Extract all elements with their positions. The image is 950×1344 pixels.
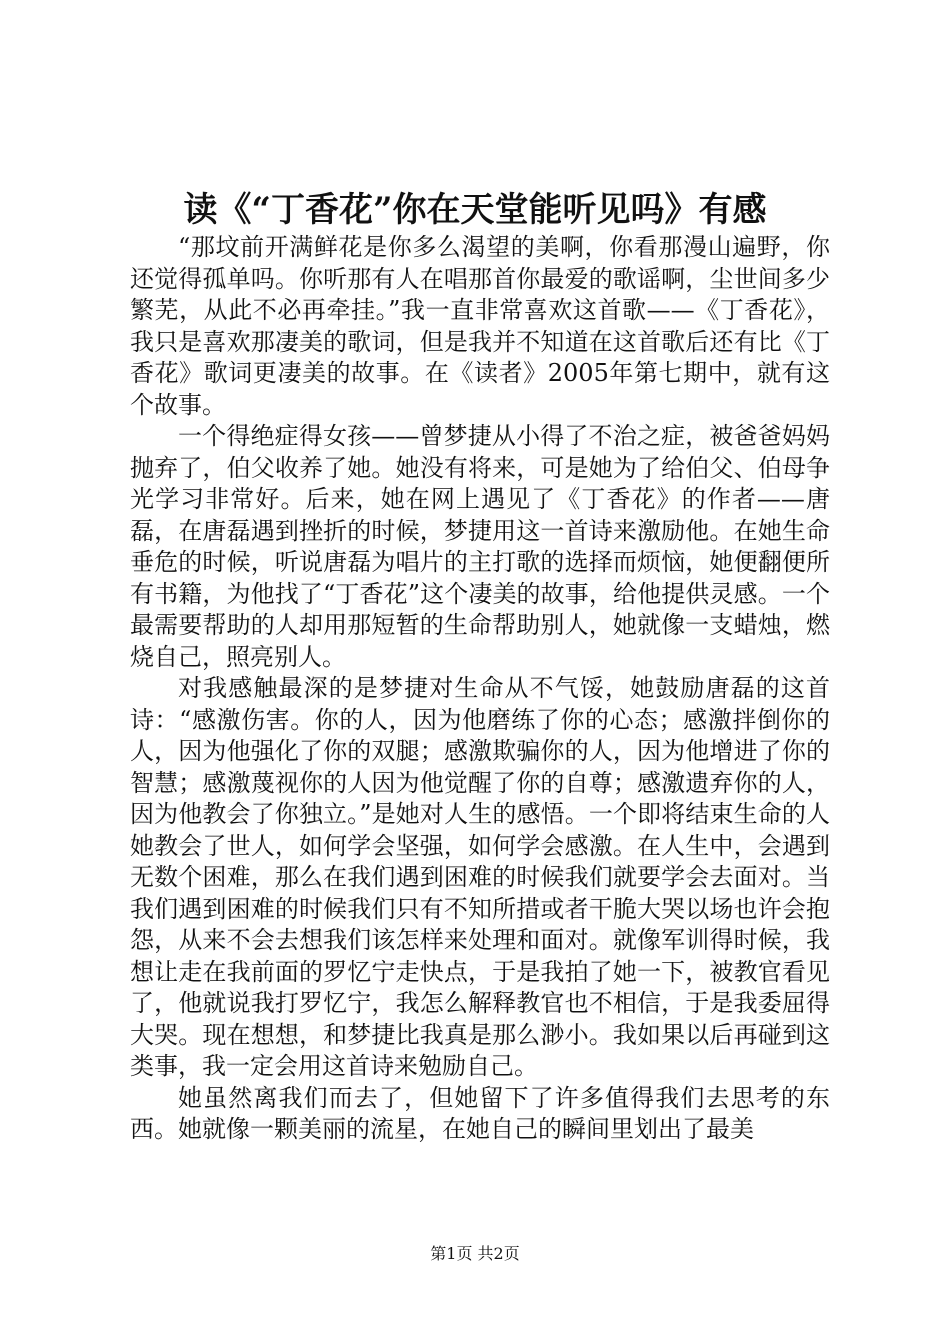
paragraph-1: “那坟前开满鲜花是你多么渴望的美啊，你看那漫山遍野，你还觉得孤单吗。你听那有人在唱那首你最爱的歌谣啊，尘世间多少繁芜，从此不必再牵挂。”我一直非常喜欢这首歌——《丁香花》，我只是喜欢那凄美的歌词，但是我并不知道在这首歌后还有比《丁香花》歌词更凄美的故事。在《读者》2005年第七期中，就有这个故事。: [130, 233, 830, 419]
paragraph-3: 对我感触最深的是梦捷对生命从不气馁，她鼓励唐磊的这首诗：“感激伤害。你的人，因为他磨练了你的心态；感激拌倒你的人，因为他强化了你的双腿；感激欺骗你的人，因为他增进了你的智慧；感激蔑视你的人因为他觉醒了你的自尊；感激遗弃你的人，因为他教会了你独立。”是她对人生的感悟。一个即将结束生命的人她教会了世人，如何学会坚强，如何学会感激。在人生中，会遇到无数个困难，那么在我们遇到困难的时候我们就要学会去面对。当我们遇到困难的时候我们只有不知所措或者干脆大哭以场也许会抱怨，从来不会去想我们该怎样来处理和面对。就像军训得时候，我想让走在我前面的罗忆宁走快点，于是我拍了她一下，被教官看见了，他就说我打罗忆宁，我怎么解释教官也不相信，于是我委屈得大哭。现在想想，和梦捷比我真是那么渺小。我如果以后再碰到这类事，我一定会用这首诗来勉励自己。: [130, 674, 830, 1080]
document-title: 读《“丁香花”你在天堂能听见吗》有感: [183, 190, 767, 230]
page-number-footer: 第1页 共2页: [430, 1244, 520, 1263]
paragraph-4: 她虽然离我们而去了，但她留下了许多值得我们去思考的东西。她就像一颗美丽的流星，在她自己的瞬间里划出了最美: [130, 1083, 830, 1143]
document-body: [130, 232, 830, 1146]
paragraph-2: 一个得绝症得女孩——曾梦捷从小得了不治之症，被爸爸妈妈抛弃了，伯父收养了她。她没有将来，可是她为了给伯父、伯母争光学习非常好。后来，她在网上遇见了《丁香花》的作者——唐磊，在唐磊遇到挫折的时候，梦捷用这一首诗来激励他。在她生命垂危的时候，听说唐磊为唱片的主打歌的选择而烦恼，她便翻便所有书籍，为他找了“丁香花”这个凄美的故事，给他提供灵感。一个最需要帮助的人却用那短暂的生命帮助别人，她就像一支蜡烛，燃烧自己，照亮别人。: [130, 422, 830, 671]
